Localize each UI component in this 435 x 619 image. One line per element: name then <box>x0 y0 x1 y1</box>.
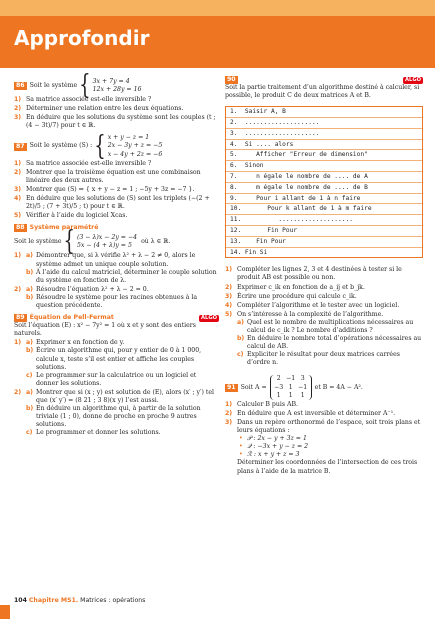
plane-equation: 𝒬 : −3x + y − z = 2 <box>247 443 309 451</box>
question-number: 1) <box>14 339 22 347</box>
subquestion-text: Quel est le nombre de multiplications nécessaires au calcul de c_ik ? Le nombre d’additions ? <box>247 318 414 334</box>
question-number: 1) <box>14 252 22 260</box>
question-number: 2) <box>14 285 22 293</box>
matrix-cell: 1 <box>288 391 293 399</box>
matrix-cell: 2 <box>276 375 281 383</box>
exercise-title: Système paramétré <box>29 224 99 232</box>
left-column <box>14 69 219 441</box>
parameter-condition: où λ ∈ ℝ. <box>141 238 171 246</box>
page-header <box>0 0 435 68</box>
subquestion-text: Résoudre l’équation λ² + λ − 2 = 0. <box>36 285 149 293</box>
algorithm-line: 3. .................... <box>226 129 422 140</box>
exercise-number: 90 <box>227 76 236 83</box>
question-number: 4) <box>225 301 233 309</box>
subquestion-letter: b) <box>26 293 34 301</box>
question-number: 5) <box>225 310 233 318</box>
question-number: 2) <box>14 168 22 176</box>
page-number: 104 <box>14 597 27 604</box>
matrix-b-definition: et B = 4A − A². <box>314 383 363 391</box>
question-text: Calculer B puis AB. <box>237 400 298 408</box>
algorithm-line: 8. m égale le nombre de .... de B <box>226 183 422 194</box>
equation-system <box>108 134 163 158</box>
exercise-number: 88 <box>16 224 25 232</box>
question-number: 1) <box>225 266 233 274</box>
plane-equation: ℛ : x + y + z = 3 <box>247 451 300 459</box>
question-text: Compléter les lignes 2, 3 et 4 destinées à tester si le produit AB est possible ou non. <box>237 266 402 282</box>
exercise-intro: Soit le système <box>29 81 78 89</box>
question-number: 1) <box>14 96 22 103</box>
plane-equation: 𝒫 : 2x − y + 3z = 1 <box>247 435 307 443</box>
question-text: Écrire une procédure qui calcule c_ik. <box>237 292 357 300</box>
matrix-cell: 1 <box>276 391 281 399</box>
subquestion-text: Expliciter le résultat pour deux matrices carrées d’ordre n. <box>247 351 400 367</box>
question-number: 2) <box>225 409 233 417</box>
question-text: Montrer que la troisième équation est une combinaison linéaire des deux autres. <box>26 168 201 184</box>
algorithm-line: 6. Sinon <box>226 161 422 172</box>
question-text: Montrer que (S) ⇔ { x + y − z = 1 ; −5y + 3z = −7 }. <box>26 185 195 193</box>
subquestion-text: Exprimer x en fonction de y. <box>36 339 125 347</box>
system-brace: { <box>94 130 106 162</box>
subquestion-letter: b) <box>26 347 34 355</box>
subquestion-text: Résoudre le système pour les racines obtenues à la question précédente. <box>36 293 198 309</box>
question-text: Déterminer une relation entre les deux équations. <box>26 105 184 113</box>
equation: 5x − (4 + λ)y = 5 <box>76 242 132 250</box>
page-title: Approfondir <box>14 26 150 50</box>
exercise-91 <box>225 375 423 475</box>
exercise-number: 86 <box>16 82 25 89</box>
chapter-label: Chapitre MS1. <box>28 597 79 604</box>
subquestion-text: À l’aide du calcul matriciel, déterminer le couple solution du système en fonction de λ. <box>36 268 217 284</box>
subquestion-letter: c) <box>26 429 33 437</box>
equation: x − 4y + 2z = −6 <box>107 150 163 158</box>
exercise-86 <box>14 69 219 130</box>
algorithm-line: 5. Afficher "Erreur de dimension" <box>226 150 422 161</box>
exercise-number: 91 <box>227 383 236 391</box>
matrix-cell: 1 <box>300 391 305 399</box>
matrix-cell: −3 <box>274 383 284 391</box>
subquestion-text: Montrer que si (x ; y) est solution de (E), alors (x′ ; y′) tel que (x′ y′) = (8 21 ; 3 8)(x y) l’est aussi. <box>36 388 214 404</box>
subquestion-letter: b) <box>26 268 34 276</box>
exercise-intro: Soit l’équation (E) : x² − 7y² = 1 où x et y sont des entiers naturels. <box>14 322 196 338</box>
equation: (3 − λ)x − 2y = −4 <box>76 234 138 242</box>
question-number: 3) <box>14 114 22 122</box>
question-text: En déduire que les solutions de (S) sont les triplets (−(2 + 2t)/5 ; (7 + 3t)/5 ; t) pour t ∈ ℝ. <box>26 195 210 211</box>
corner-tab <box>0 605 10 619</box>
question-number: 4) <box>14 195 22 203</box>
question-number: 2) <box>14 388 22 396</box>
subquestion-letter: c) <box>26 371 33 379</box>
exercise-title: Équation de Pell-Fermat <box>29 314 114 322</box>
question-text: On s’intéresse à la complexité de l’algorithme. <box>237 310 384 318</box>
algorithm-line: 1. Saisir A, B <box>226 107 422 118</box>
exercise-intro: Soit la partie traitement d’un algorithme destiné à calculer, si possible, le produit C de deux matrices A et B. <box>225 84 420 100</box>
algorithm-line: 2. .................... <box>226 118 422 129</box>
system-brace: { <box>63 225 75 258</box>
section-label: Matrices : opérations <box>80 597 146 604</box>
bullet-icon: • <box>239 443 243 451</box>
subquestion-text: En déduire le nombre total d’opérations nécessaires au calcul de AB. <box>247 335 422 351</box>
question-text: Sa matrice associée est-elle inversible ? <box>26 96 152 103</box>
exercise-intro: Soit le système (S) : <box>29 142 93 150</box>
question-number: 3) <box>225 418 233 426</box>
exercise-number: 87 <box>16 142 25 150</box>
algo-badge: ALGO <box>405 76 421 83</box>
bullet-icon: • <box>239 435 243 443</box>
header-band <box>0 0 435 16</box>
subquestion-letter: c) <box>237 351 244 359</box>
equation-system <box>93 78 142 94</box>
question-number: 3) <box>14 185 22 193</box>
subquestion-letter: a) <box>237 318 245 326</box>
plane-list <box>239 435 423 459</box>
exercise-90 <box>225 76 423 367</box>
equation: 2x − 3y + z = −5 <box>107 142 163 150</box>
algorithm-line: 4. Si .... alors <box>226 140 422 151</box>
matrix-cell: 3 <box>300 375 305 383</box>
subquestion-letter: b) <box>26 405 34 413</box>
subquestion-text: Le programmer sur la calculatrice ou un logiciel et donner les solutions. <box>36 371 197 387</box>
question-text: Sa matrice associée est-elle inversible ? <box>26 159 152 167</box>
subquestion-text: Le programmer et donner les solutions. <box>36 429 161 437</box>
exercise-intro: Soit le système <box>14 238 62 246</box>
algorithm-line: 11. .................... <box>226 215 422 226</box>
algorithm-line: 13. Fin Pour <box>226 237 422 248</box>
exercise-87 <box>14 130 219 220</box>
question-number: 1) <box>225 400 233 408</box>
algo-badge: ALGO <box>201 314 217 321</box>
final-instruction: Déterminer les coordonnées de l’intersection de ces trois plans à l’aide de la matrice B. <box>237 459 418 475</box>
equation: 12x + 28y = 16 <box>92 86 142 93</box>
question-text: En déduire que A est inversible et déterminer A⁻¹. <box>237 409 396 417</box>
subquestion-letter: b) <box>237 335 245 343</box>
system-brace: { <box>79 69 91 101</box>
subquestion-text: Démontrer que, si λ vérifie λ² + λ − 2 ≠ 0, alors le système admet un unique couple solution. <box>36 252 196 268</box>
question-number: 2) <box>14 105 22 113</box>
question-text: En déduire que les solutions du système sont les couples (t ; (4 − 3t)/7) pour t ∈ ℝ. <box>26 114 216 130</box>
subquestion-letter: a) <box>26 252 34 260</box>
algorithm-box <box>225 106 423 258</box>
algorithm-line: 9. Pour i allant de 1 à n faire <box>226 194 422 205</box>
exercise-intro: Soit A = <box>240 383 267 391</box>
subquestion-text: Écrire un algorithme qui, pour y entier de 0 à 1 000, calcule x, teste s’il est entier et affiche les couples solutions. <box>36 347 202 371</box>
question-text: Vérifier à l’aide du logiciel Xcas. <box>26 212 128 220</box>
matrix-cell: 1 <box>288 383 293 391</box>
equation: x + y − z = 1 <box>107 134 150 142</box>
algorithm-line: 7. n égale le nombre de .... de A <box>226 172 422 183</box>
question-text: Compléter l’algorithme et le tester avec un logiciel. <box>237 301 400 309</box>
question-number: 3) <box>225 292 233 300</box>
exercise-89 <box>14 314 219 437</box>
question-text: Exprimer c_ik en fonction de a_ij et b_jk. <box>237 283 365 291</box>
matrix-cell: −1 <box>298 383 308 391</box>
matrix-a <box>270 375 312 399</box>
subquestion-letter: a) <box>26 388 34 396</box>
subquestion-letter: a) <box>26 339 34 347</box>
matrix-cell: −1 <box>286 375 296 383</box>
page-footer <box>14 597 145 605</box>
question-text: Dans un repère orthonormé de l’espace, soit trois plans et leurs équations : <box>237 418 421 435</box>
right-column <box>225 76 423 480</box>
question-number: 5) <box>14 212 22 220</box>
subquestion-text: En déduire un algorithme qui, à partir de la solution triviale (1 ; 0), donne de proche en proche 9 autres solutions. <box>36 405 201 429</box>
exercise-number: 89 <box>16 314 25 322</box>
subquestion-letter: a) <box>26 285 34 293</box>
equation: 3x + 7y = 4 <box>92 77 130 85</box>
bullet-icon: • <box>239 451 243 459</box>
algorithm-line: 12. Fin Pour <box>226 226 422 237</box>
question-number: 2) <box>225 283 233 291</box>
equation-system <box>77 234 137 250</box>
algorithm-line: 14. Fin Si <box>230 248 268 256</box>
question-number: 1) <box>14 159 22 167</box>
algorithm-line: 10. Pour k allant de 1 à m faire <box>226 204 422 215</box>
exercise-88 <box>14 224 219 310</box>
